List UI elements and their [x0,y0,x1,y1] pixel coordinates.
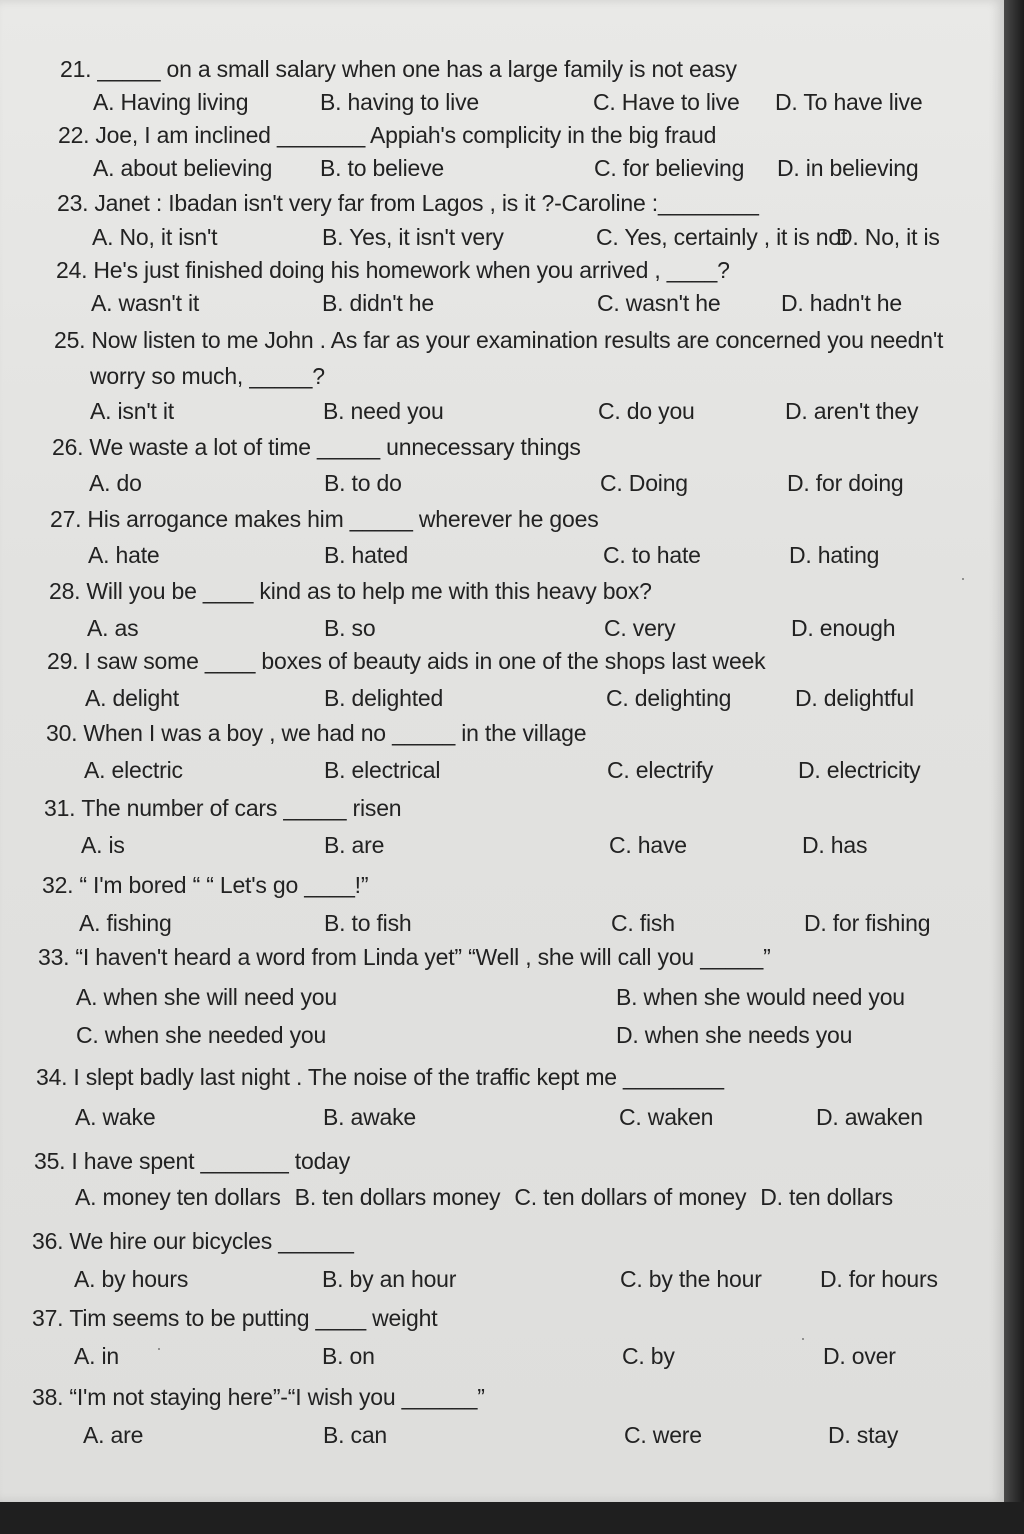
option-d: D. ten dollars [760,1184,893,1210]
question-38 [0,1384,1004,1534]
question-stem [52,434,581,461]
option-d: D. aren't they [785,398,919,424]
question-stem [57,190,759,217]
option-a: A. in [74,1343,120,1369]
option-c: C. fish [611,910,675,936]
option-a: A. Having living [93,89,249,115]
option-a: A. electric [84,757,183,783]
option-b: B. ten dollars money [294,1184,501,1210]
option-b: B. Yes, it isn't very [322,224,504,250]
option-a: A. are [83,1422,144,1448]
option-d: D. electricity [798,757,921,783]
option-d: D. hating [789,542,880,568]
option-d: D. over [823,1343,896,1369]
option-c: C. very [604,615,676,641]
option-b: B. hated [324,542,409,568]
question-number: 28. [49,578,81,604]
option-a: A. do [89,470,142,496]
option-a: A. money ten dollars [75,1184,281,1210]
option-c: C. to hate [603,542,701,568]
option-a: A. when she will need you [76,984,337,1010]
option-c: C. by [622,1343,675,1369]
option-b: B. didn't he [322,290,434,316]
option-a: A. isn't it [90,398,174,424]
option-b: B. having to live [320,89,479,115]
option-b: B. to do [324,470,402,496]
option-c: C. by the hour [620,1266,762,1292]
option-a: A. fishing [79,910,172,936]
question-number: 36. [32,1228,64,1254]
option-d: D. for fishing [804,910,931,936]
question-text-continued: worry so much, _____? [90,363,325,389]
question-stem [54,327,943,354]
option-c: C. have [609,832,687,858]
question-text: We hire our bicycles ______ [69,1228,354,1254]
question-text: Will you be ____ kind as to help me with this heavy box? [86,578,652,604]
question-text: I slept badly last night . The noise of the traffic kept me ________ [73,1064,724,1090]
option-a: A. wasn't it [91,290,200,316]
question-stem [56,257,730,284]
question-number: 27. [50,506,82,532]
question-stem [50,506,599,533]
question-stem [46,720,586,747]
option-b: B. to fish [324,910,412,936]
question-number: 32. [42,872,74,898]
option-a: A. wake [75,1104,156,1130]
question-stem [36,1064,724,1091]
option-c: C. when she needed you [76,1022,327,1048]
question-stem [32,1305,437,1332]
option-a: A. hate [88,542,160,568]
option-b: B. can [323,1422,388,1448]
option-a: A. as [87,615,139,641]
question-number: 38. [32,1384,64,1410]
question-stem [44,795,401,822]
question-text: Janet : Ibadan isn't very far from Lagos , is it ?-Caroline :________ [94,190,759,216]
question-text: _____ on a small salary when one has a large family is not easy [97,56,737,82]
question-number: 21. [60,56,92,82]
question-number: 25. [54,327,86,353]
question-text: “I'm not staying here”-“I wish you ______” [69,1384,485,1410]
option-d: D. enough [791,615,896,641]
paper-speck [962,578,964,580]
option-b: B. by an hour [322,1266,457,1292]
question-stem [47,648,765,675]
option-a: A. delight [85,685,179,711]
question-stem [32,1228,354,1255]
option-d: D. has [802,832,868,858]
option-c: C. wasn't he [597,290,721,316]
option-d: D. for doing [787,470,904,496]
question-stem [42,872,368,899]
question-stem [60,56,737,83]
option-c: C. ten dollars of money [514,1184,747,1210]
option-d: D. awaken [816,1104,923,1130]
paper-speck [158,1348,160,1350]
option-b: B. awake [323,1104,417,1130]
option-b: B. delighted [324,685,444,711]
option-b: B. are [324,832,385,858]
question-text: When I was a boy , we had no _____ in the village [83,720,587,746]
option-b: B. electrical [324,757,441,783]
question-number: 35. [34,1148,66,1174]
option-a: A. about believing [93,155,273,181]
option-c: C. do you [598,398,695,424]
question-stem [32,1384,485,1411]
option-b: B. so [324,615,376,641]
question-text: “I haven't heard a word from Linda yet” “Well , she will call you _____” [75,944,771,970]
question-text: “ I'm bored “ “ Let's go ____!” [79,872,369,898]
question-text: I have spent _______ today [71,1148,351,1174]
option-c: C. electrify [607,757,714,783]
question-text: Joe, I am inclined _______ Appiah's complicity in the big fraud [95,122,717,148]
option-a: A. by hours [74,1266,189,1292]
option-c: C. Yes, certainly , it is not [596,224,848,250]
option-c: C. for believing [594,155,745,181]
option-b: B. need you [323,398,444,424]
question-text: Now listen to me John . As far as your examination results are concerned you needn't [91,327,944,353]
question-number: 37. [32,1305,64,1331]
option-d: D. delightful [795,685,914,711]
question-number: 34. [36,1064,68,1090]
option-a: A. is [81,832,125,858]
question-text: The number of cars _____ risen [81,795,402,821]
option-c: C. delighting [606,685,732,711]
question-stem [49,578,652,605]
question-number: 22. [58,122,90,148]
question-stem [34,1148,350,1175]
question-text: He's just finished doing his homework when you arrived , ____? [93,257,730,283]
option-b: B. on [322,1343,375,1369]
option-d: D. for hours [820,1266,938,1292]
option-c: C. Have to live [593,89,740,115]
option-b: B. when she would need you [616,984,905,1010]
option-a: A. No, it isn't [92,224,218,250]
page-edge-shadow [1004,0,1024,1502]
option-d: D. stay [828,1422,899,1448]
option-b: B. to believe [320,155,444,181]
question-text: His arrogance makes him _____ wherever he goes [87,506,599,532]
option-d: D. No, it is [836,224,940,250]
option-d: D. when she needs you [616,1022,853,1048]
option-d: D. in believing [777,155,919,181]
question-number: 24. [56,257,88,283]
question-number: 30. [46,720,78,746]
option-c: C. were [624,1422,702,1448]
question-number: 33. [38,944,70,970]
question-number: 31. [44,795,76,821]
option-c: C. Doing [600,470,688,496]
question-number: 29. [47,648,79,674]
option-d: D. hadn't he [781,290,902,316]
question-stem [58,122,716,149]
question-text: Tim seems to be putting ____ weight [69,1305,438,1331]
question-number: 26. [52,434,84,460]
option-c: C. waken [619,1104,714,1130]
question-text: I saw some ____ boxes of beauty aids in one of the shops last week [84,648,766,674]
question-stem [38,944,771,971]
paper-speck [802,1338,804,1340]
question-number: 23. [57,190,89,216]
option-d: D. To have live [775,89,923,115]
question-text: We waste a lot of time _____ unnecessary things [89,434,581,460]
